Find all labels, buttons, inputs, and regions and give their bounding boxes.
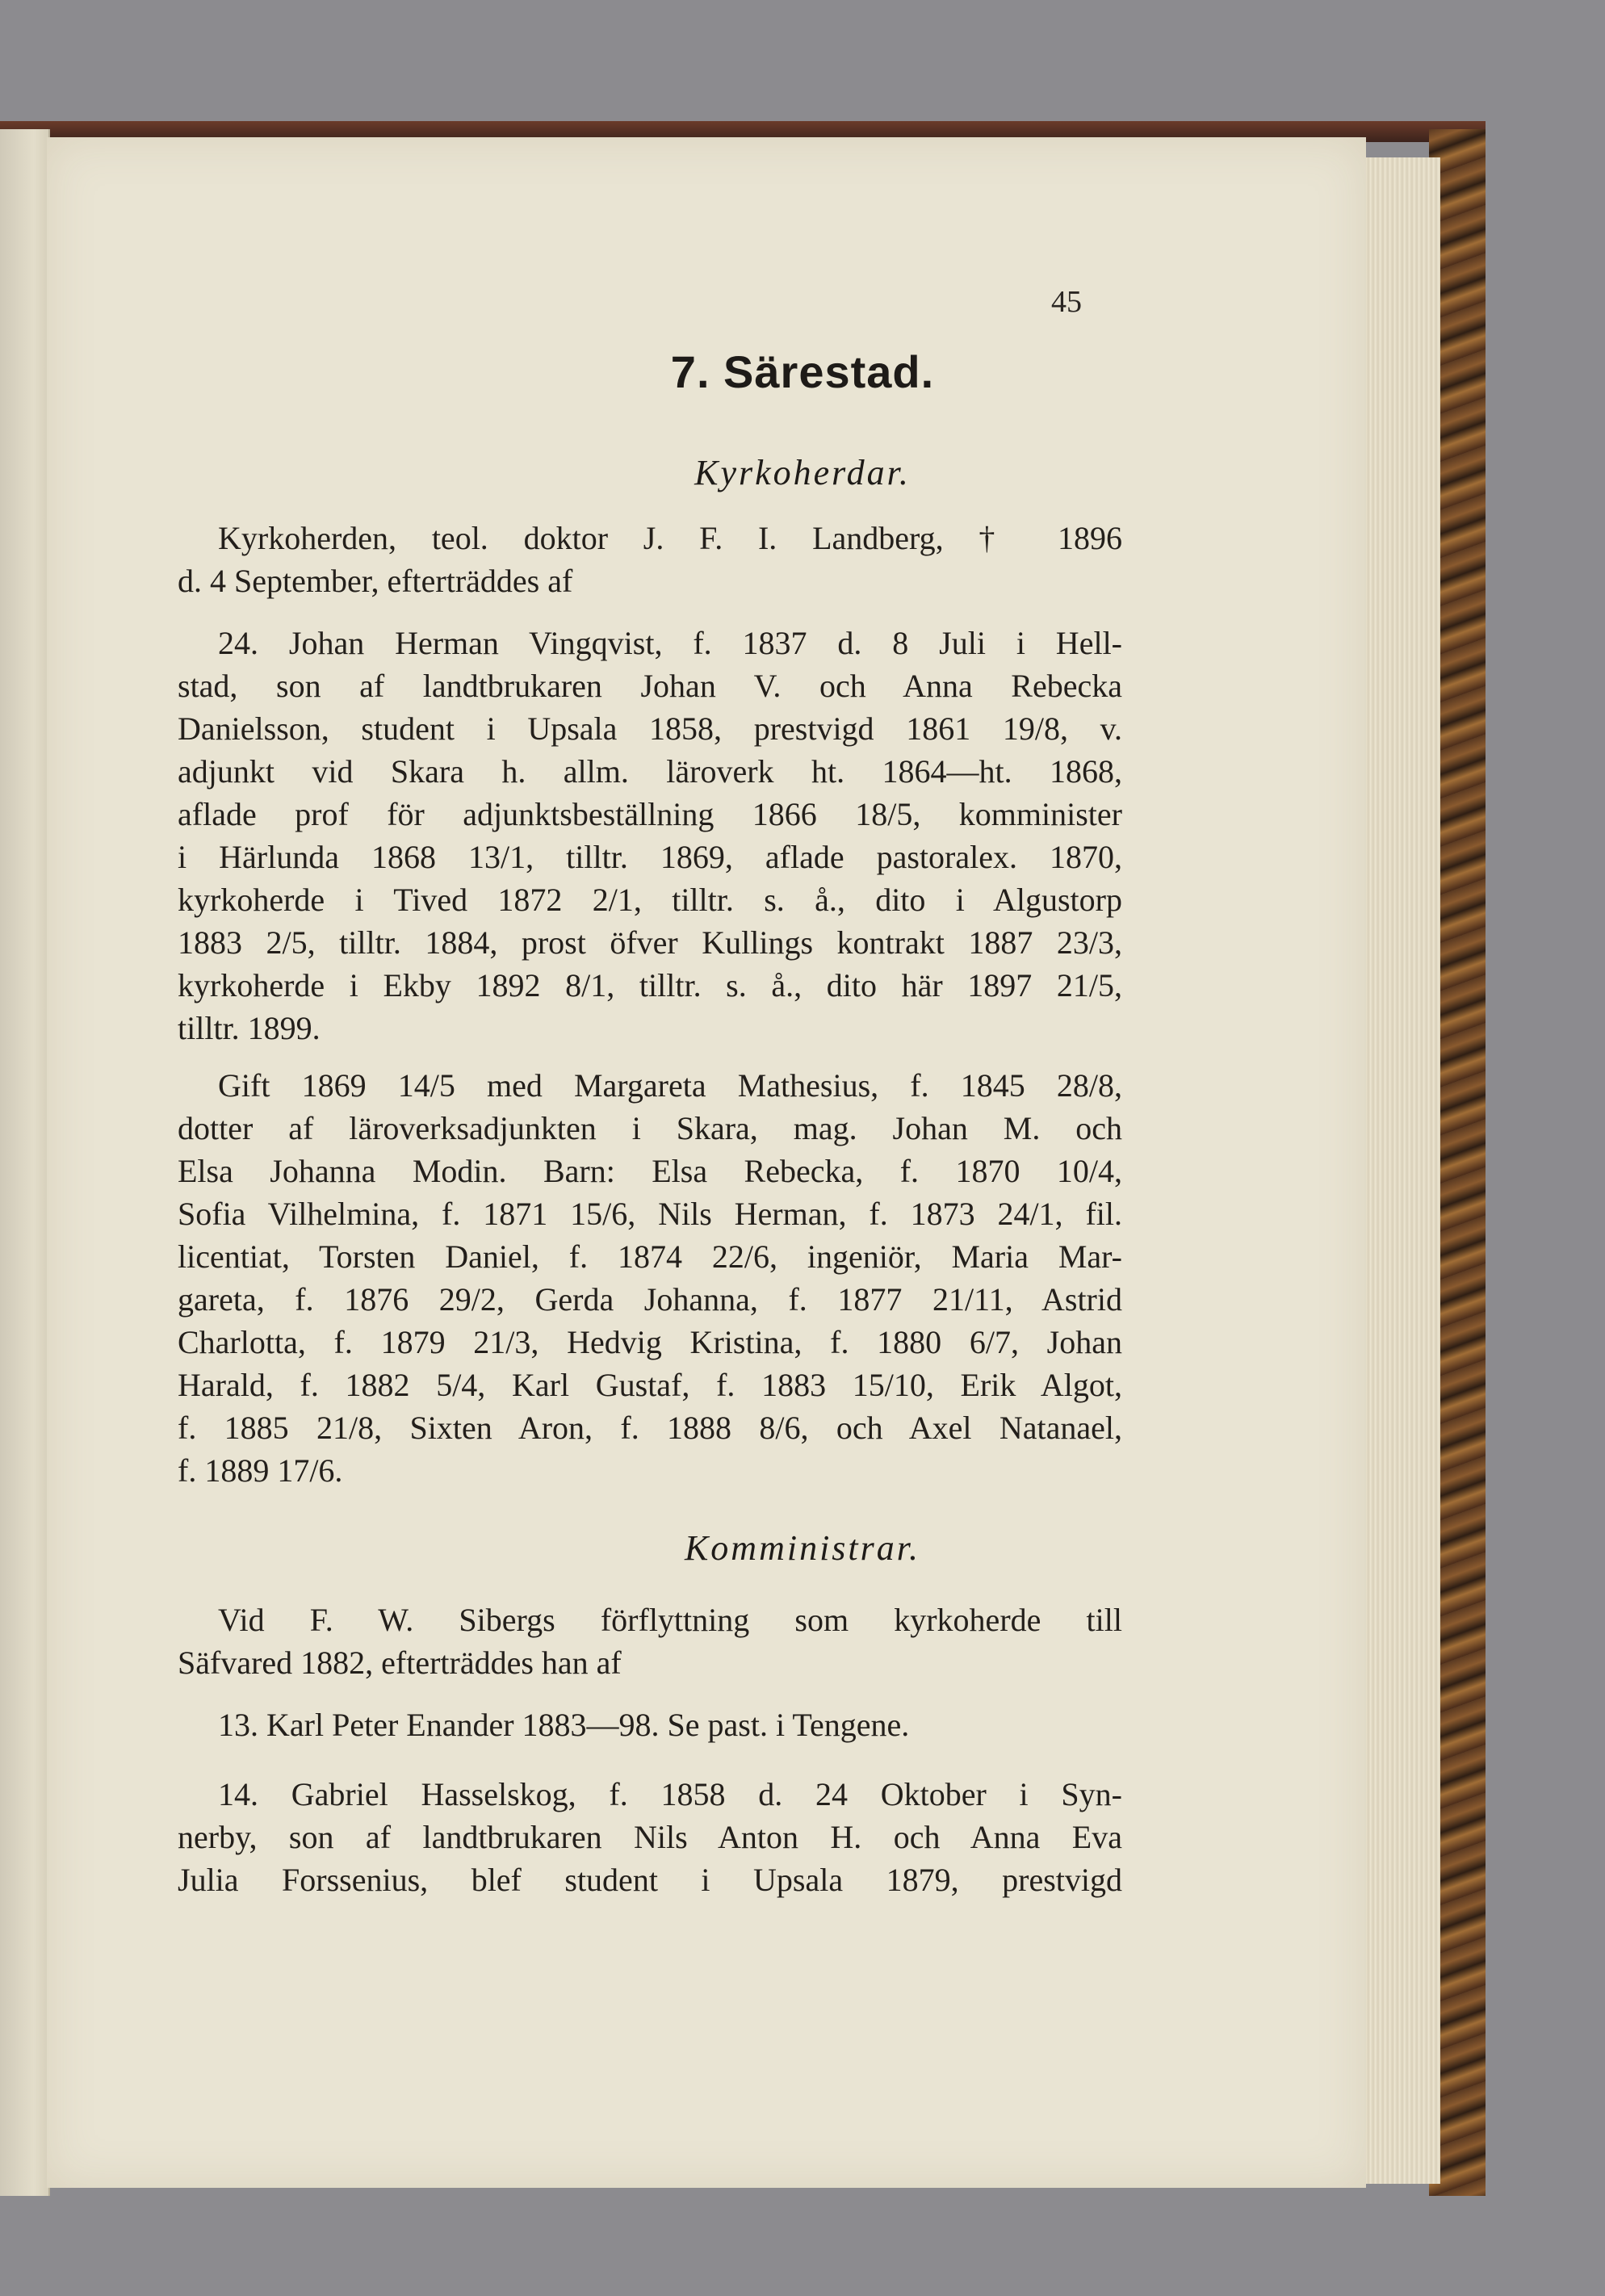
text-line: kyrkoherde i Tived 1872 2/1, tilltr. s. å., dito i Algustorp (178, 882, 1122, 918)
text-line: 14. Gabriel Hasselskog, f. 1858 d. 24 Oktober i Syn- (218, 1776, 1122, 1812)
paragraph-entry-14 (178, 1773, 1122, 1901)
section-title-komministrar: Komministrar. (684, 1528, 921, 1568)
paragraph-family (178, 1064, 1122, 1492)
paragraph-entry-24 (178, 622, 1122, 1050)
text-line: nerby, son af landtbrukaren Nils Anton H. och Anna Eva (178, 1819, 1122, 1855)
text-line: kyrkoherde i Ekby 1892 8/1, tilltr. s. å., dito här 1897 21/5, (178, 967, 1122, 1003)
text-line: licentiat, Torsten Daniel, f. 1874 22/6, ingeniör, Maria Mar- (178, 1238, 1122, 1275)
text-line: Vid F. W. Sibergs förflyttning som kyrkoherde till (218, 1602, 1122, 1638)
text-line: 1883 2/5, tilltr. 1884, prost öfver Kullings kontrakt 1887 23/3, (178, 924, 1122, 961)
text-line: stad, son af landtbrukaren Johan V. och Anna Rebecka (178, 668, 1122, 704)
text-line: Säfvared 1882, efterträddes han af (178, 1644, 622, 1681)
paragraph-entry-13 (178, 1703, 1122, 1746)
text-line: Gift 1869 14/5 med Margareta Mathesius, f. 1845 28/8, (218, 1067, 1122, 1104)
paragraph-komministrar-intro (178, 1598, 1122, 1684)
text-line: Julia Forssenius, blef student i Upsala 1879, prestvigd (178, 1862, 1122, 1898)
text-line: Charlotta, f. 1879 21/3, Hedvig Kristina, f. 1880 6/7, Johan (178, 1324, 1122, 1360)
text-line: Harald, f. 1882 5/4, Karl Gustaf, f. 1883 15/10, Erik Algot, (178, 1367, 1122, 1403)
text-line: dotter af läroverksadjunkten i Skara, mag. Johan M. och (178, 1110, 1122, 1146)
text-line: i Härlunda 1868 13/1, tilltr. 1869, aflade pastoralex. 1870, (178, 839, 1122, 875)
text-line: Kyrkoherden, teol. doktor J. F. I. Landberg, † 1896 (218, 520, 1122, 556)
left-page-edge (0, 129, 50, 2196)
text-line: 24. Johan Herman Vingqvist, f. 1837 d. 8 Juli i Hell- (218, 625, 1122, 661)
text-line: d. 4 September, efterträddes af (178, 563, 573, 599)
text-line: Danielsson, student i Upsala 1858, prestvigd 1861 19/8, v. (178, 710, 1122, 747)
text-line: f. 1889 17/6. (178, 1452, 343, 1489)
section-title-kyrkoherdar: Kyrkoherdar. (694, 453, 911, 492)
text-line: Elsa Johanna Modin. Barn: Elsa Rebecka, f. 1870 10/4, (178, 1153, 1122, 1189)
text-line: f. 1885 21/8, Sixten Aron, f. 1888 8/6, och Axel Natanael, (178, 1410, 1122, 1446)
text-line: Sofia Vilhelmina, f. 1871 15/6, Nils Herman, f. 1873 24/1, fil. (178, 1196, 1122, 1232)
text-line: gareta, f. 1876 29/2, Gerda Johanna, f. 1877 21/11, Astrid (178, 1281, 1122, 1318)
text-line: tilltr. 1899. (178, 1010, 321, 1046)
paragraph-intro (178, 517, 1122, 602)
page-number: 45 (1051, 285, 1082, 319)
text-line: adjunkt vid Skara h. allm. läroverk ht. 1864—ht. 1868, (178, 753, 1122, 790)
text-line: 13. Karl Peter Enander 1883—98. Se past. i Tengene. (218, 1707, 910, 1743)
text-line: aflade prof för adjunktsbeställning 1866 18/5, komminister (178, 796, 1122, 832)
page-heading: 7. Särestad. (670, 346, 935, 397)
